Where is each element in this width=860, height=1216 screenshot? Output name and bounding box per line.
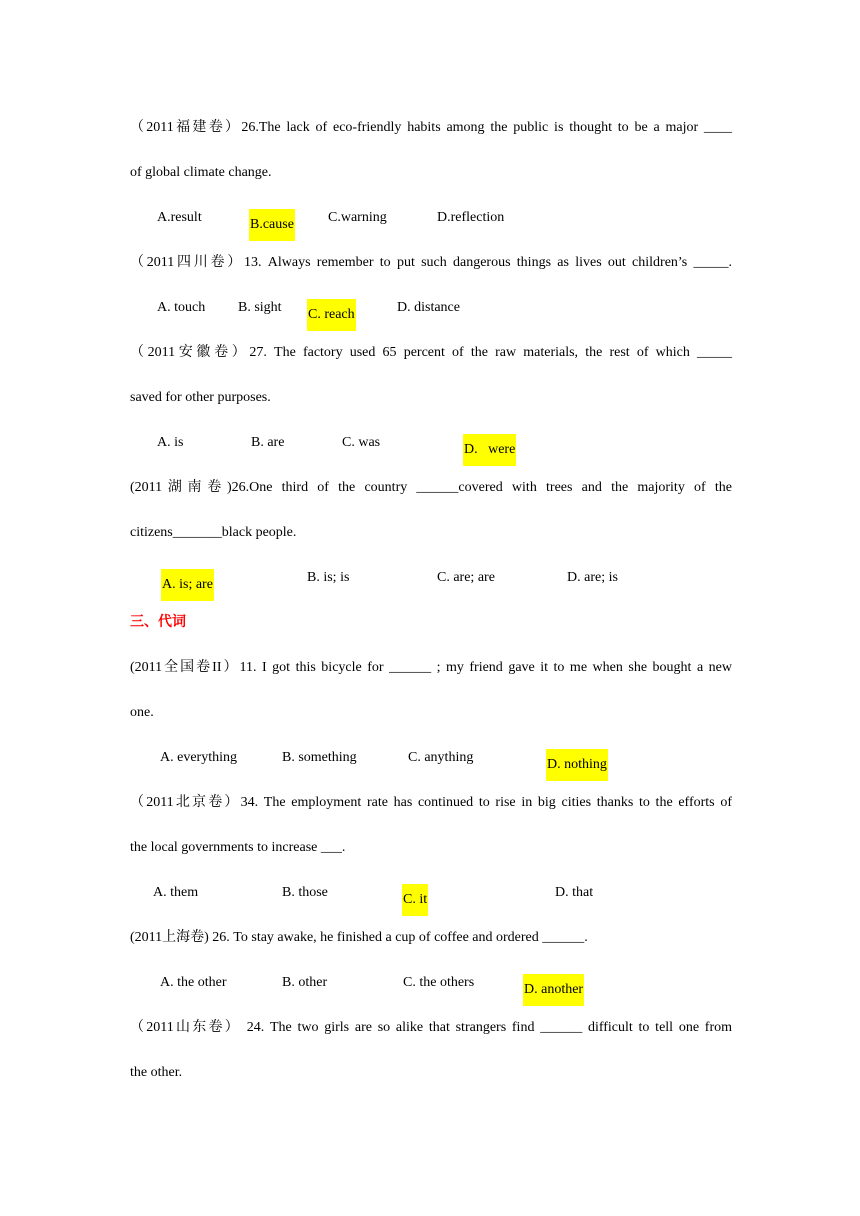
option-a: A. everything: [160, 750, 237, 765]
option-d: D. that: [555, 885, 594, 900]
option-b: B. sight: [238, 300, 282, 315]
option-d: D. distance: [397, 300, 460, 315]
option-c: C. the others: [403, 975, 475, 990]
option-d: D. are; is: [567, 570, 618, 585]
option-c-answer: C. reach: [307, 299, 356, 331]
question-13-sichuan-line1: （2011四川卷）13. Always remember to put such dangerous things as lives out children’s _____.: [130, 255, 732, 270]
option-c: C. was: [342, 435, 381, 450]
option-d: D.reflection: [437, 210, 505, 225]
option-c: C.warning: [328, 210, 387, 225]
option-c: C. are; are: [437, 570, 495, 585]
question-11-national-line1: (2011全国卷II）11. I got this bicycle for ______ ; my friend gave it to me when she bought a new: [130, 660, 732, 675]
option-a: A.result: [157, 210, 202, 225]
option-c-answer: C. it: [402, 884, 428, 916]
section-heading-pronouns: 三、代词: [130, 615, 186, 630]
option-a: A. touch: [157, 300, 206, 315]
option-a: A. is: [157, 435, 184, 450]
option-d-answer: D. nothing: [546, 749, 608, 781]
question-26-fujian-line2: of global climate change.: [130, 165, 272, 180]
question-24-shandong-line2: the other.: [130, 1065, 183, 1080]
option-b-answer: B.cause: [249, 209, 295, 241]
option-d-answer: D. were: [463, 434, 516, 466]
question-26-fujian-line1: （2011福建卷）26.The lack of eco-friendly habits among the public is thought to be a major ____: [130, 120, 732, 135]
option-b: B. is; is: [307, 570, 350, 585]
option-b: B. something: [282, 750, 357, 765]
question-26-hunan-line2: citizens_______black people.: [130, 525, 297, 540]
question-34-beijing-line2: the local governments to increase ___.: [130, 840, 346, 855]
question-24-shandong-line1: （2011山东卷） 24. The two girls are so alike that strangers find ______ difficult to tell one from: [130, 1020, 732, 1035]
question-27-anhui-line1: （2011安徽卷）27. The factory used 65 percent of the raw materials, the rest of which _____: [130, 345, 732, 360]
option-a-answer: A. is; are: [161, 569, 214, 601]
option-a: A. them: [153, 885, 199, 900]
question-11-national-line2: one.: [130, 705, 154, 720]
option-b: B. other: [282, 975, 328, 990]
option-b: B. those: [282, 885, 328, 900]
option-c: C. anything: [408, 750, 474, 765]
question-27-anhui-line2: saved for other purposes.: [130, 390, 271, 405]
option-a: A. the other: [160, 975, 227, 990]
question-26-hunan-line1: (2011湖南卷)26.One third of the country ______covered with trees and the majority of the: [130, 480, 732, 495]
question-26-shanghai-line1: (2011上海卷) 26. To stay awake, he finished a cup of coffee and ordered ______.: [130, 930, 588, 945]
option-d-answer: D. another: [523, 974, 584, 1006]
question-34-beijing-line1: （2011北京卷）34. The employment rate has continued to rise in big cities thanks to the efforts of: [130, 795, 732, 810]
option-b: B. are: [251, 435, 285, 450]
